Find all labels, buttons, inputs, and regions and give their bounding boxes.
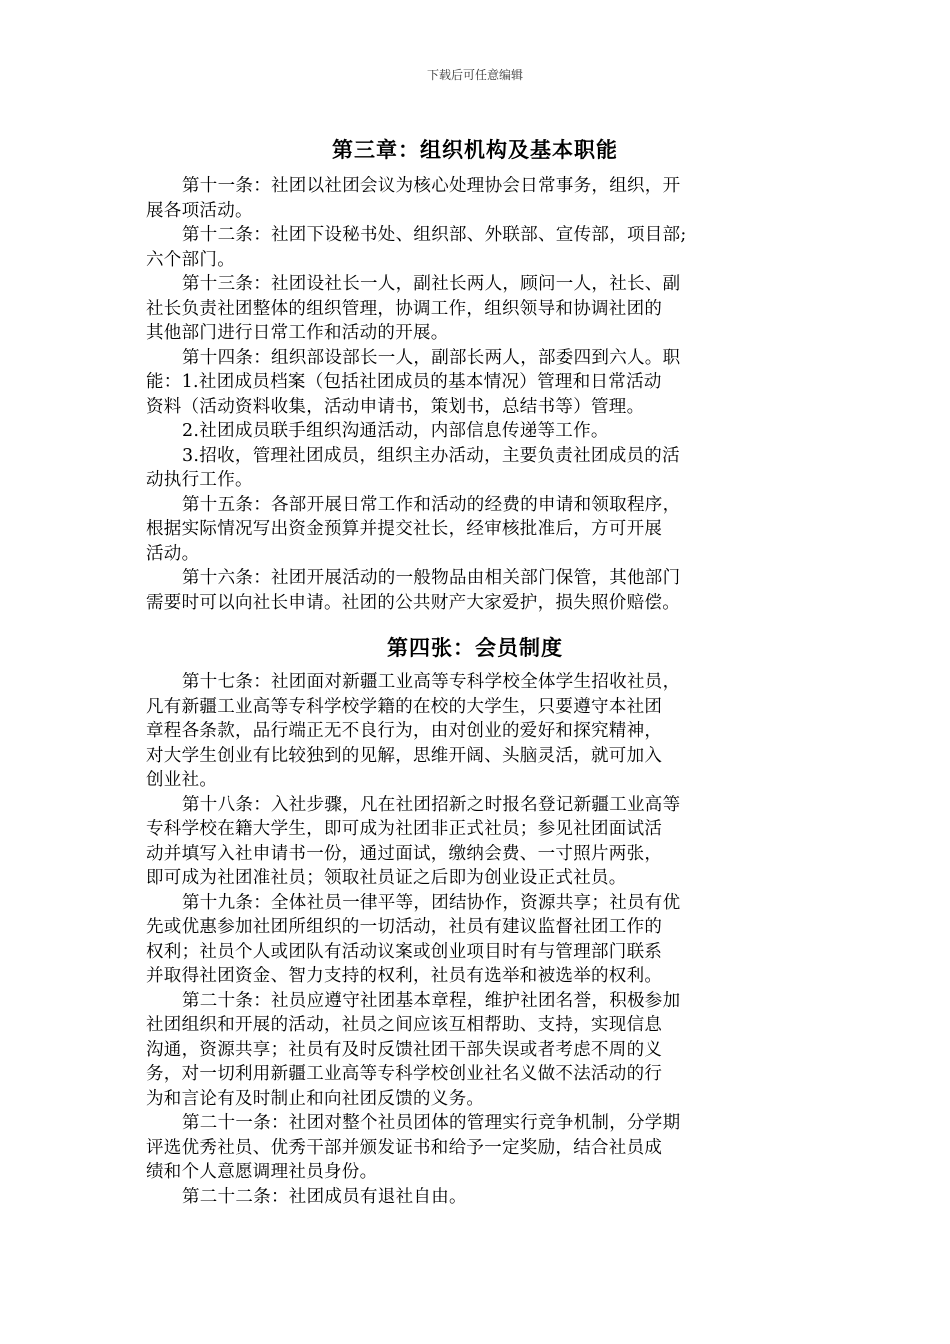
- article-14-item-3-line-2: 动执行工作。: [146, 470, 253, 490]
- article-21-line-2: 评选优秀社员、优秀干部并颁发证书和给予一定奖励，结合社员成: [146, 1137, 663, 1158]
- article-14-item-3-line-1: 3.招收，管理社团成员，组织主办活动，主要负责社团成员的活: [182, 445, 680, 466]
- article-17-line-3: 章程各条款，品行端正无不良行为，由对创业的爱好和探究精神，: [146, 721, 663, 741]
- article-15-line-2: 根据实际情况写出资金预算并提交社长，经审核批准后，方可开展: [146, 519, 663, 539]
- article-18-line-3: 动并填写入社申请书一份，通过面试，缴纳会费、一寸照片两张，: [146, 843, 663, 864]
- article-13-line-1: 第十三条：社团设社长一人，副社长两人，顾问一人，社长、副: [182, 274, 681, 294]
- article-19-line-1: 第十九条：全体社员一律平等，团结协作，资源共享；社员有优: [182, 892, 681, 913]
- article-21-line-3: 绩和个人意愿调理社员身份。: [146, 1162, 378, 1182]
- article-13-line-3: 其他部门进行日常工作和活动的开展。: [146, 323, 449, 343]
- chapter-3-title: 第三章：组织机构及基本职能: [332, 137, 618, 162]
- article-22-line-1: 第二十二条：社团成员有退社自由。: [182, 1186, 467, 1207]
- article-14-line-2: 能：1.社团成员档案（包括社团成员的基本情况）管理和日常活动: [146, 372, 662, 392]
- article-11-line-1: 第十一条：社团以社团会议为核心处理协会日常事务，组织，开: [182, 176, 681, 196]
- article-20-line-2: 社团组织和开展的活动，社员之间应该互相帮助、支持，实现信息: [146, 1015, 663, 1035]
- article-14-line-1: 第十四条：组织部设部长一人，副部长两人，部委四到六人。职: [182, 347, 681, 368]
- article-21-line-1: 第二十一条：社团对整个社员团体的管理实行竞争机制，分学期: [182, 1113, 681, 1133]
- chapter-4-title: 第四张：会员制度: [387, 635, 563, 660]
- article-15-line-3: 活动。: [146, 543, 200, 564]
- header-note: 下载后可任意编辑: [426, 68, 523, 82]
- article-18-line-2: 专科学校在籍大学生，即可成为社团非正式社员；参见社团面试活: [146, 819, 663, 839]
- article-17-line-4: 对大学生创业有比较独到的见解，思维开阔、头脑灵活，就可加入: [146, 745, 663, 766]
- article-20-line-4: 务，对一切利用新疆工业高等专科学校创业社名义做不法活动的行: [146, 1064, 663, 1084]
- article-17-line-5: 创业社。: [146, 770, 218, 790]
- article-18-line-1: 第十八条：入社步骤，凡在社团招新之时报名登记新疆工业高等: [182, 794, 681, 815]
- chapter-3-body: [146, 174, 806, 615]
- article-13-line-2: 社长负责社团整体的组织管理，协调工作，组织领导和协调社团的: [146, 298, 663, 319]
- article-14-item-2: 2.社团成员联手组织沟通活动，内部信息传递等工作。: [182, 421, 609, 441]
- article-20-line-3: 沟通，资源共享；社员有及时反馈社团干部失误或者考虑不周的义: [146, 1039, 663, 1060]
- article-17-line-2: 凡有新疆工业高等专科学校学籍的在校的大学生，只要遵守本社团: [146, 696, 663, 717]
- article-16-line-2: 需要时可以向社长申请。社团的公共财产大家爱护，损失照价赔偿。: [146, 592, 680, 613]
- article-19-line-2: 先或优惠参加社团所组织的一切活动，社员有建议监督社团工作的: [146, 917, 663, 937]
- article-16-line-1: 第十六条：社团开展活动的一般物品由相关部门保管，其他部门: [182, 568, 681, 588]
- article-14-line-3: 资料（活动资料收集，活动申请书，策划书，总结书等）管理。: [146, 396, 645, 417]
- article-11-line-2: 展各项活动。: [146, 200, 253, 221]
- article-19-line-3: 权利；社员个人或团队有活动议案或创业项目时有与管理部门联系: [146, 941, 663, 962]
- article-20-line-5: 为和言论有及时制止和向社团反馈的义务。: [146, 1088, 485, 1109]
- article-15-line-1: 第十五条：各部开展日常工作和活动的经费的申请和领取程序，: [182, 494, 681, 515]
- chapter-4-body: [146, 670, 806, 1209]
- article-12-line-2: 六个部门。: [146, 249, 235, 270]
- article-20-line-1: 第二十条：社员应遵守社团基本章程，维护社团名誉，积极参加: [182, 990, 681, 1011]
- article-12-line-1: 第十二条：社团下设秘书处、组织部、外联部、宣传部，项目部;: [182, 225, 687, 245]
- article-18-line-4: 即可成为社团准社员；领取社员证之后即为创业设正式社员。: [146, 868, 627, 888]
- article-19-line-4: 并取得社团资金、智力支持的权利，社员有选举和被选举的权利。: [146, 966, 663, 986]
- article-17-line-1: 第十七条：社团面对新疆工业高等专科学校全体学生招收社员，: [182, 672, 681, 692]
